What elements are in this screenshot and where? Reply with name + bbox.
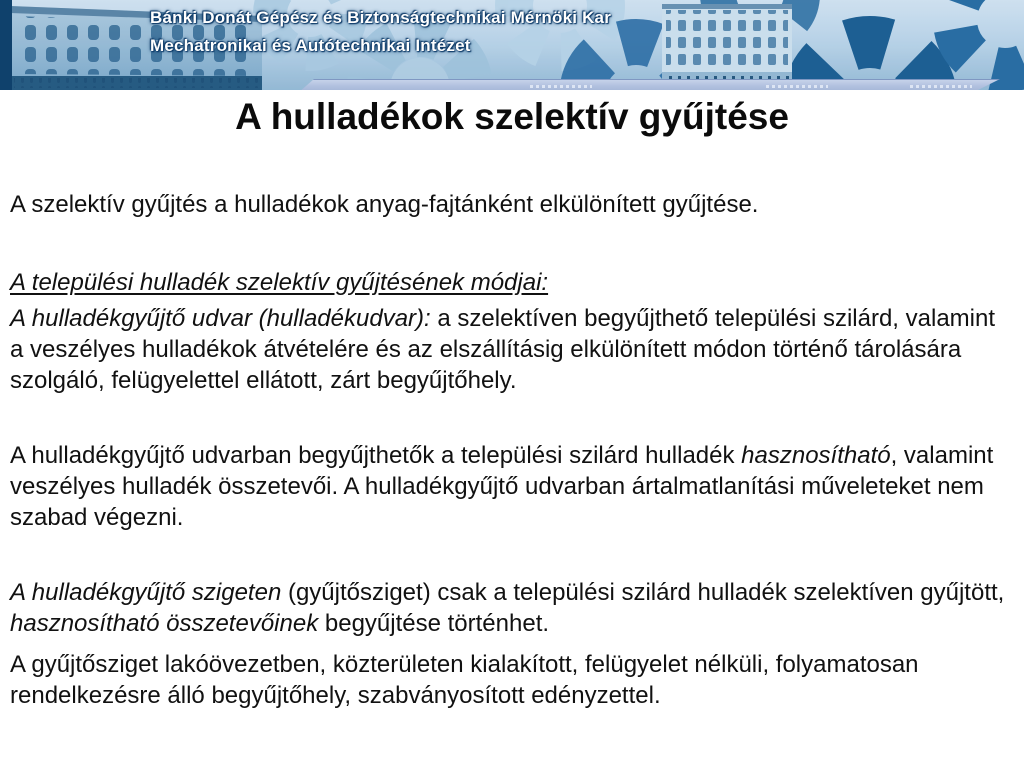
decorative-dashes <box>766 85 828 88</box>
header-banner <box>0 0 1024 90</box>
decorative-dashes <box>910 85 972 88</box>
paragraph-intro <box>10 189 1012 220</box>
paragraph-waste-yard-rules <box>10 440 1012 533</box>
paragraph-collection-island <box>10 577 1012 639</box>
decorative-bar <box>298 79 1000 90</box>
island-italic-2: hasznosítható összetevőinek <box>10 610 319 637</box>
yard-rest-text: a szelektíven begyűjthető települési szilárd, valamint a veszélyes hulladékok átvételére és az elszállításig elkülönített módon történő tárolására szolgáló, felügyelettel ellátott, zárt begyűjtőhely. <box>10 305 996 394</box>
yard2-italic: hasznosítható <box>741 442 891 469</box>
island2-text: A gyűjtősziget lakóövezetben, közterületen kialakított, felügyelet nélküli, folyamatosan rendelkezésre álló begyűjtőhely, szabványosított edényzettel. <box>10 651 919 709</box>
heading-collection-methods <box>10 267 1012 298</box>
yard2-text-a: A hulladékgyűjtő udvarban begyűjthetők a települési szilárd hulladék <box>10 442 742 469</box>
island-text-a: (gyűjtősziget) csak a települési szilárd hulladék szelektíven gyűjtött, <box>281 579 1005 606</box>
faculty-name: Bánki Donát Gépész és Biztonságtechnikai Mérnöki Kar <box>150 8 612 27</box>
slide-title: A hulladékok szelektív gyűjtése <box>235 96 789 137</box>
yard-lead-italic: A hulladékgyűjtő udvar (hulladékudvar): <box>10 305 431 332</box>
yard2-text-b: , valamint veszélyes hulladék összetevői. A hulladékgyűjtő udvarban ártalmatlanítási műveleteket nem szabad végezni. <box>10 442 994 531</box>
institute-name: Mechatronikai és Autótechnikai Intézet <box>150 36 471 55</box>
paragraph-waste-yard <box>10 303 1012 396</box>
intro-text: A szelektív gyűjtés a hulladékok anyag-fajtánként elkülönített gyűjtése. <box>10 191 759 218</box>
paragraph-collection-island-details <box>10 649 1012 711</box>
island-text-b: begyűjtése történhet. <box>318 610 550 637</box>
methods-heading-text: A települési hulladék szelektív gyűjtésének módjai: <box>10 269 549 296</box>
island-lead-italic: A hulladékgyűjtő szigeten <box>10 579 282 606</box>
decorative-dashes <box>530 85 592 88</box>
